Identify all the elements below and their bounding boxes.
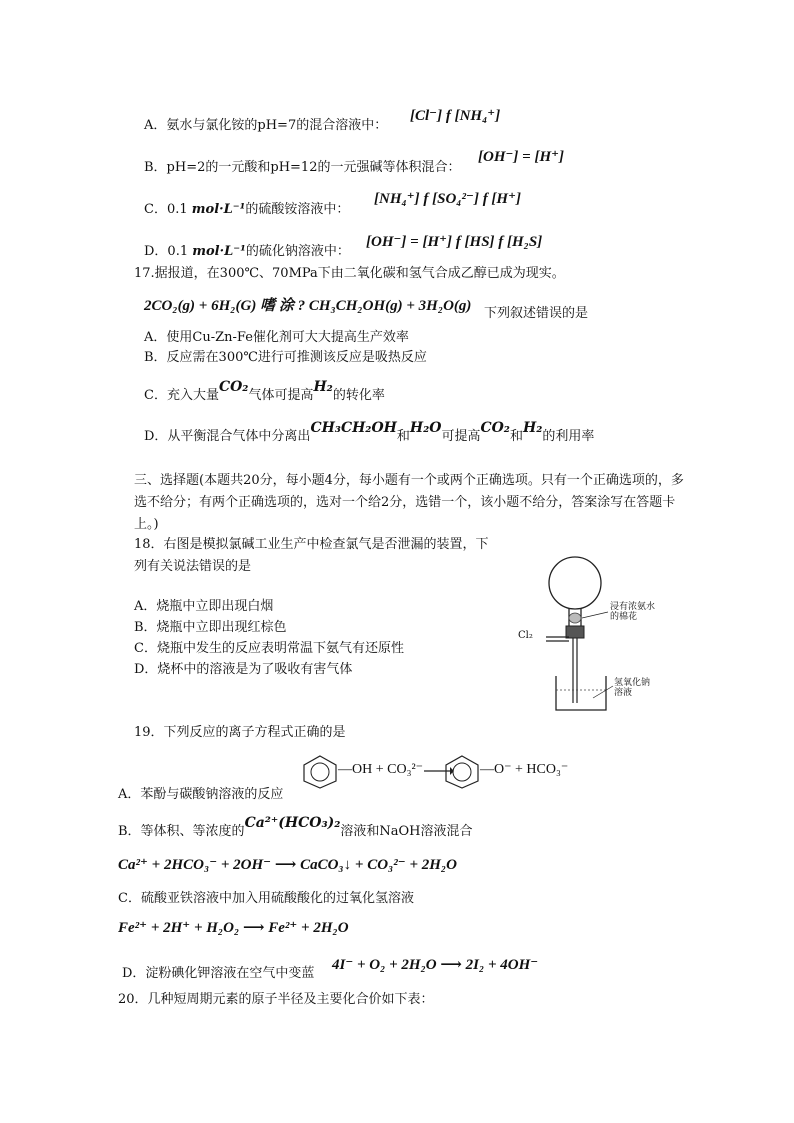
q17-equation: 2CO₂(g) + 6H₂(G) 嗜 涂 ? CH₃CH₂OH(g) + 3H₂O(g)	[144, 298, 472, 314]
q16-option-d-formula: [OH⁻] = [H⁺] f [HS] f [H₂S]	[366, 234, 543, 250]
q16-option-c-formula: [NH₄⁺] f [SO₄²⁻] f [H⁺]	[374, 191, 522, 207]
q19-phenol-reaction	[300, 752, 569, 792]
q19-option-d-equation: 4I⁻ + O₂ + 2H₂O ⟶ 2I₂ + 4OH⁻	[332, 957, 539, 973]
q17-option-d-f1: CH₃CH₂OH	[310, 420, 397, 436]
q17-option-d-f3: CO₂	[480, 420, 510, 436]
q17-option-a: A．使用Cu-Zn-Fe催化剂可大大提高生产效率	[144, 330, 409, 345]
q17-option-d-f2: H₂O	[409, 420, 442, 436]
q16-option-d-prefix: D．0.1	[144, 244, 189, 259]
q17-option-d-and2: 和	[509, 429, 523, 444]
q17-option-d-post: 的利用率	[542, 429, 595, 444]
q19-option-b-post: 溶液和NaOH溶液混合	[340, 824, 473, 839]
reaction-left-side: —OH + CO₃²⁻	[338, 762, 424, 777]
q18-option-a: A．烧瓶中立即出现白烟	[134, 599, 274, 614]
q19-option-c-equation: Fe²⁺ + 2H⁺ + H₂O₂ ⟶ Fe²⁺ + 2H₂O	[118, 920, 349, 936]
figure-label-naoh: 氢氧化钠溶液	[614, 678, 651, 698]
q16-option-a-label: A．氨水与氯化铵的pH=7的混合溶液中：	[144, 118, 388, 133]
q16-option-c-suffix: 的硫酸铵溶液中：	[245, 202, 350, 217]
q16-option-d-suffix: 的硫化钠溶液中：	[245, 244, 350, 259]
q18-option-b: B．烧瓶中立即出现红棕色	[134, 620, 287, 635]
q18-option-c: C．烧瓶中发生的反应表明常温下氨气有还原性	[134, 641, 404, 656]
q17-stem: 17.据报道，在300℃、70MPa下由二氧化碳和氢气合成乙醇已成为现实。	[134, 266, 565, 281]
figure-label-cl2: Cl₂	[518, 630, 533, 641]
q17-option-c-pre: C．充入大量	[144, 388, 219, 403]
q16-option-b-formula: [OH⁻] = [H⁺]	[478, 149, 565, 165]
q19-option-a: A．苯酚与碳酸钠溶液的反应	[118, 787, 284, 802]
q19-option-b	[118, 815, 473, 840]
q17-option-d-f4: H₂	[522, 420, 543, 436]
benzene-ring-icon	[442, 754, 482, 790]
q17-option-d-pre: D．从平衡混合气体中分离出	[144, 429, 311, 444]
q17-option-c-co2: CO₂	[218, 379, 249, 395]
q17-option-c-h2: H₂	[313, 379, 333, 395]
q19-option-b-formula: Ca²⁺(HCO₃)₂	[244, 815, 341, 831]
q17-option-c-mid: 气体可提高	[248, 388, 314, 403]
q16-option-c-prefix: C．0.1	[144, 202, 188, 217]
q19-option-d: D．淀粉碘化钾溶液在空气中变蓝	[122, 966, 315, 981]
q16-option-d-unit: mol·L⁻¹	[192, 244, 246, 259]
benzene-ring-icon	[300, 754, 340, 790]
q16-option-c-unit: mol·L⁻¹	[191, 202, 246, 217]
q17-option-d-and1: 和	[396, 429, 410, 444]
q19-option-b-equation: Ca²⁺ + 2HCO₃⁻ + 2OH⁻ ⟶ CaCO₃↓ + CO₃²⁻ + 2H₂O	[118, 857, 457, 873]
reaction-right-side: —O⁻ + HCO₃⁻	[480, 762, 569, 777]
q16-option-a-formula: [Cl⁻] f [NH₄⁺]	[410, 108, 501, 124]
q18-stem: 18．右图是模拟氯碱工业生产中检查氯气是否泄漏的装置，下列有关说法错误的是	[134, 537, 489, 574]
q17-tail: 下列叙述错误的是	[484, 306, 589, 321]
q16-option-c-label	[144, 202, 349, 218]
figure-label-cotton: 浸有浓氨水的棉花	[610, 602, 656, 622]
q19-stem: 19．下列反应的离子方程式正确的是	[134, 725, 346, 740]
q19-option-b-pre: B．等体积、等浓度的	[118, 824, 245, 839]
q18-option-d: D．烧杯中的溶液是为了吸收有害气体	[134, 662, 353, 677]
q16-option-d-label	[144, 244, 350, 260]
q17-option-c	[144, 379, 385, 404]
section3-intro: 三、选择题(本题共20分，每小题4分，每小题有一个或两个正确选项。只有一个正确选项的，多选不给分；有两个正确选项的，选对一个给2分，选错一个，该小题不给分，答案涂写在答题卡上。)	[134, 473, 684, 532]
q17-option-d-mid: 可提高	[441, 429, 481, 444]
q17-option-b: B．反应需在300℃进行可推测该反应是吸热反应	[144, 350, 427, 365]
q17-option-c-post: 的转化率	[332, 388, 385, 403]
q20-stem: 20．几种短周期元素的原子半径及主要化合价如下表：	[118, 992, 434, 1007]
q17-option-d	[144, 420, 595, 445]
q19-option-c: C．硫酸亚铁溶液中加入用硫酸酸化的过氧化氢溶液	[118, 891, 414, 906]
q18-apparatus-figure	[498, 538, 668, 713]
q16-option-b-label: B．pH=2的一元酸和pH=12的一元强碱等体积混合：	[144, 160, 461, 175]
